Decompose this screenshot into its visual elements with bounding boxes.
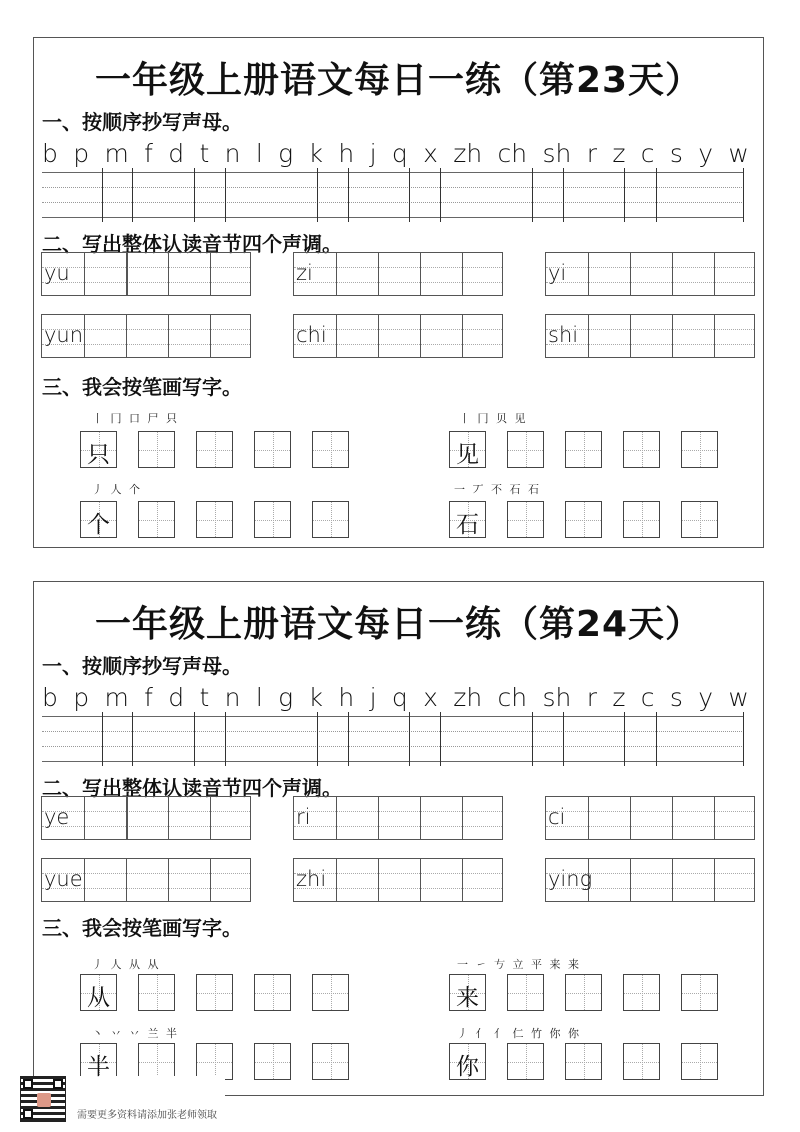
char-practice-box[interactable]	[312, 501, 349, 538]
syllable-label: yu	[44, 261, 70, 285]
stroke-order: 丨 冂 贝 见	[459, 412, 528, 425]
char-practice-box[interactable]	[138, 1043, 175, 1080]
char-practice-box[interactable]	[681, 974, 718, 1011]
char-practice-box[interactable]	[681, 1043, 718, 1080]
char-practice-box[interactable]	[507, 974, 544, 1011]
initial-letter: q	[391, 139, 408, 168]
initials-row	[42, 683, 749, 712]
stroke-order: 一 ㇀ 𠀁 立 平 来 来	[457, 958, 581, 971]
char-practice-box[interactable]	[565, 974, 602, 1011]
syllable-grid[interactable]	[545, 796, 755, 840]
initial-letter: d	[168, 139, 185, 168]
model-character: 半	[87, 1054, 110, 1080]
char-practice-box[interactable]	[254, 1043, 291, 1080]
initial-letter: t	[199, 683, 210, 712]
char-practice-box[interactable]	[681, 431, 718, 468]
char-model-box	[449, 431, 486, 468]
char-practice-box[interactable]	[254, 431, 291, 468]
stroke-order: 丿 人 个	[92, 483, 142, 496]
initial-letter: j	[369, 139, 377, 168]
model-character: 石	[456, 512, 479, 538]
initial-letter: h	[338, 683, 355, 712]
syllable-label: shi	[548, 323, 579, 347]
syllable-grid[interactable]	[41, 858, 251, 902]
char-practice-box[interactable]	[623, 431, 660, 468]
section-2-heading: 二、写出整体认读音节四个声调。	[42, 232, 342, 256]
initial-letter: j	[369, 683, 377, 712]
initial-letter: n	[224, 139, 241, 168]
syllable-label: ri	[296, 805, 311, 829]
initial-letter: z	[612, 139, 626, 168]
syllable-label: ci	[548, 805, 566, 829]
initial-letter: d	[168, 683, 185, 712]
syllable-grid[interactable]	[293, 314, 503, 358]
initial-letter: t	[199, 139, 210, 168]
worksheet-title: 一年级上册语文每日一练（第24天）	[94, 604, 703, 645]
char-practice-box[interactable]	[196, 974, 233, 1011]
initial-letter: zh	[453, 139, 483, 168]
char-practice-box[interactable]	[196, 1043, 233, 1080]
qr-code-icon[interactable]	[20, 1076, 66, 1122]
initial-letter: ch	[497, 683, 528, 712]
initial-letter: p	[73, 683, 90, 712]
initial-letter: zh	[453, 683, 483, 712]
initial-letter: c	[640, 683, 655, 712]
char-practice-box[interactable]	[507, 1043, 544, 1080]
section-3-heading: 三、我会按笔画写字。	[42, 916, 242, 940]
model-character: 从	[87, 985, 110, 1011]
syllable-label: chi	[296, 323, 327, 347]
initial-letter: sh	[542, 139, 572, 168]
char-practice-box[interactable]	[196, 501, 233, 538]
model-character: 来	[456, 985, 479, 1011]
initial-letter: w	[728, 683, 749, 712]
syllable-grid[interactable]	[41, 252, 251, 296]
syllable-label: yue	[44, 867, 83, 891]
model-character: 你	[456, 1054, 479, 1080]
syllable-grid[interactable]	[41, 314, 251, 358]
initial-letter: q	[391, 683, 408, 712]
initials-row	[42, 139, 749, 168]
initials-writing-grid[interactable]	[42, 716, 744, 762]
worksheet-day-23	[33, 37, 764, 548]
char-practice-box[interactable]	[254, 974, 291, 1011]
initial-letter: m	[104, 683, 129, 712]
syllable-grid[interactable]	[293, 796, 503, 840]
model-character: 见	[456, 442, 479, 468]
char-model-box	[80, 501, 117, 538]
char-practice-box[interactable]	[623, 974, 660, 1011]
initial-letter: r	[586, 139, 597, 168]
initial-letter: l	[255, 139, 263, 168]
model-character: 个	[87, 512, 110, 538]
section-1-heading: 一、按顺序抄写声母。	[42, 110, 242, 134]
footer	[20, 1076, 225, 1126]
initial-letter: h	[338, 139, 355, 168]
char-practice-box[interactable]	[507, 431, 544, 468]
char-practice-box[interactable]	[681, 501, 718, 538]
initial-letter: r	[586, 683, 597, 712]
initial-letter: b	[42, 139, 58, 168]
section-2-heading: 二、写出整体认读音节四个声调。	[42, 776, 342, 800]
stroke-order: 丿 人 从 从	[92, 958, 161, 971]
syllable-grid[interactable]	[545, 858, 755, 902]
char-practice-box[interactable]	[254, 501, 291, 538]
syllable-grid[interactable]	[293, 252, 503, 296]
char-model-box	[80, 1043, 117, 1080]
initial-letter: s	[669, 139, 683, 168]
initial-letter: s	[669, 683, 683, 712]
syllable-label: zi	[296, 261, 313, 285]
char-model-box	[80, 974, 117, 1011]
char-practice-box[interactable]	[565, 1043, 602, 1080]
syllable-label: ying	[548, 867, 593, 891]
initial-letter: b	[42, 683, 58, 712]
char-practice-box[interactable]	[312, 974, 349, 1011]
char-practice-box[interactable]	[138, 431, 175, 468]
initial-letter: f	[144, 139, 153, 168]
syllable-label: yun	[44, 323, 84, 347]
char-practice-box[interactable]	[138, 501, 175, 538]
char-practice-box[interactable]	[312, 431, 349, 468]
char-practice-box[interactable]	[623, 1043, 660, 1080]
stroke-order: 丶 丷 丷 兰 半	[92, 1027, 179, 1040]
initial-letter: f	[144, 683, 153, 712]
char-practice-box[interactable]	[623, 501, 660, 538]
syllable-grid[interactable]	[41, 796, 251, 840]
syllable-label: ye	[44, 805, 70, 829]
char-model-box	[449, 1043, 486, 1080]
char-model-box	[449, 501, 486, 538]
model-character: 只	[87, 442, 110, 468]
initial-letter: g	[278, 683, 294, 712]
syllable-label: yi	[548, 261, 567, 285]
char-practice-box[interactable]	[312, 1043, 349, 1080]
initial-letter: m	[104, 139, 129, 168]
initial-letter: g	[278, 139, 294, 168]
char-model-box	[449, 974, 486, 1011]
syllable-label: zhi	[296, 867, 327, 891]
char-practice-box[interactable]	[507, 501, 544, 538]
char-practice-box[interactable]	[565, 431, 602, 468]
char-practice-box[interactable]	[565, 501, 602, 538]
initial-letter: sh	[542, 683, 572, 712]
initial-letter: w	[728, 139, 749, 168]
char-model-box	[80, 431, 117, 468]
initial-letter: z	[612, 683, 626, 712]
footer-text: 需要更多资料请添加张老师领取	[77, 1110, 217, 1121]
initial-letter: x	[423, 139, 438, 168]
worksheet-title: 一年级上册语文每日一练（第23天）	[94, 60, 703, 101]
syllable-grid[interactable]	[293, 858, 503, 902]
syllable-grid[interactable]	[545, 314, 755, 358]
char-practice-box[interactable]	[196, 431, 233, 468]
stroke-order: 丿 亻 亻 仁 竹 你 你	[457, 1027, 581, 1040]
initials-writing-grid[interactable]	[42, 172, 744, 218]
initial-letter: c	[640, 139, 655, 168]
initial-letter: y	[698, 139, 714, 168]
initial-letter: x	[423, 683, 438, 712]
stroke-order: 丨 冂 口 尸 只	[92, 412, 179, 425]
initial-letter: p	[73, 139, 90, 168]
initial-letter: k	[308, 683, 324, 712]
initial-letter: ch	[497, 139, 528, 168]
initial-letter: y	[698, 683, 714, 712]
section-3-heading: 三、我会按笔画写字。	[42, 375, 242, 399]
char-practice-box[interactable]	[138, 974, 175, 1011]
syllable-grid[interactable]	[545, 252, 755, 296]
worksheet-day-24	[33, 581, 764, 1096]
initial-letter: l	[255, 683, 263, 712]
section-1-heading: 一、按顺序抄写声母。	[42, 654, 242, 678]
stroke-order: 一 丆 不 石 石	[454, 483, 541, 496]
initial-letter: n	[224, 683, 241, 712]
avatar	[37, 1093, 51, 1107]
initial-letter: k	[308, 139, 324, 168]
